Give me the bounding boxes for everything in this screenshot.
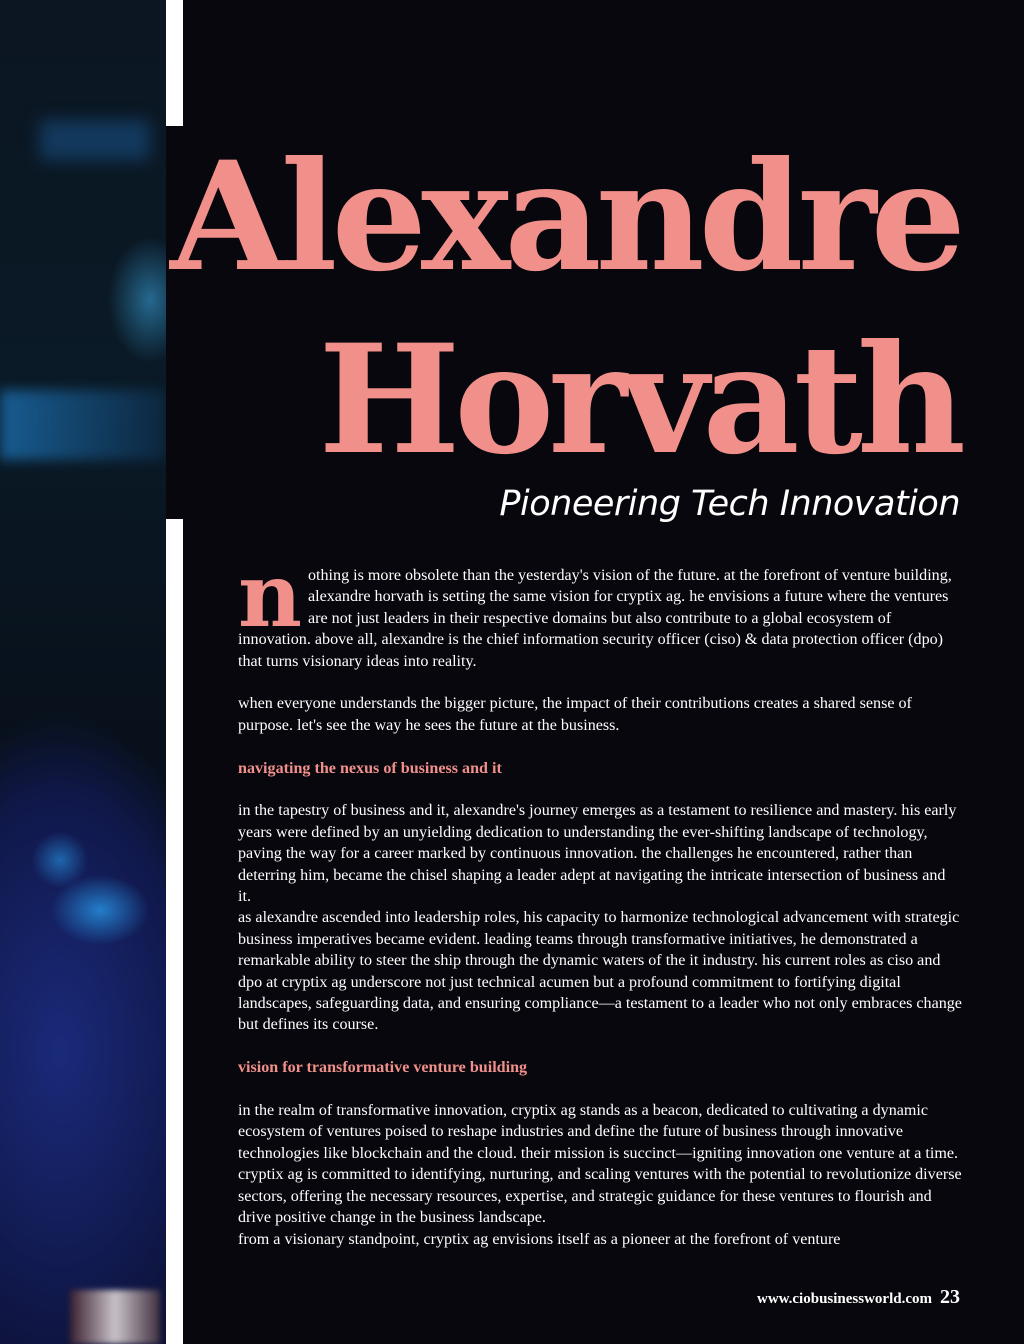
subtitle: Pioneering Tech Innovation <box>499 484 960 524</box>
title-last-name: Horvath <box>318 312 960 488</box>
paragraph-2: when everyone understands the bigger picture, the impact of their contributions creates a shared sense of purpose. let's see the way he sees the future at the business. <box>238 695 912 734</box>
portrait-photo <box>0 0 166 1344</box>
page-footer <box>757 1286 960 1309</box>
section-heading-1: navigating the nexus of business and it <box>238 759 502 777</box>
website-link[interactable]: www.ciobusinessworld.com <box>756 1291 932 1307</box>
paragraph-6: from a visionary standpoint, cryptix ag envisions itself as a pioneer at the forefront of venture <box>238 1230 841 1248</box>
intro-paragraph <box>238 543 962 672</box>
paragraph-5: in the realm of transformative innovation, cryptix ag stands as a beacon, dedicated to cultivating a dynamic ecosystem of ventures poised to reshape industries and define the future of business through innovative technologies like blockchain and the cloud. their mission is succinct—igniting innovation one venture at a time. cryptix ag is committed to identifying, nurturing, and scaling ventures with the potential to revolutionize diverse sectors, offering the necessary resources, expertise, and strategic guidance for these ventures to flourish and drive positive change in the business landscape. <box>238 1102 962 1227</box>
page-number: 23 <box>940 1286 960 1308</box>
title-first-name: Alexandre <box>170 129 960 305</box>
paragraph-4: as alexandre ascended into leadership roles, his capacity to harmonize technological advancement with strategic business imperatives became evident. leading teams through transformative initiatives, he demonstrated a remarkable ability to steer the ship through the dynamic waters of the it industry. his current roles as ciso and dpo at cryptix ag underscore not just technical acumen but a profound commitment to fortifying digital landscapes, safeguarding data, and ensuring compliance—a testament to a leader who not only embraces change but defines its course. <box>238 909 962 1034</box>
divider-line-bottom <box>166 519 183 1344</box>
paragraph-3: in the tapestry of business and it, alexandre's journey emerges as a testament to resilience and mastery. his early years were defined by an unyielding dedication to understanding the ever-shifting landscape of technology, paving the way for a career marked by continuous innovation. the challenges he encountered, rather than deterring him, became the chisel shaping a leader adept at navigating the intricate intersection of business and it. <box>238 802 957 906</box>
intro-text: othing is more obsolete than the yesterday's vision of the future. at the forefront of venture building, alexandre horvath is setting the same vision for cryptix ag. he envisions a future where the ventures are not just leaders in their respective domains but also contribute to a global ecosystem of innovation. above all, alexandre is the chief information security officer (ciso) & data protection officer (dpo) that turns visionary ideas into reality. <box>238 567 952 670</box>
section-heading-2: vision for transformative venture building <box>238 1059 528 1077</box>
article-body <box>238 543 962 1250</box>
divider-line-top <box>166 0 183 126</box>
drop-cap: n <box>238 543 302 647</box>
